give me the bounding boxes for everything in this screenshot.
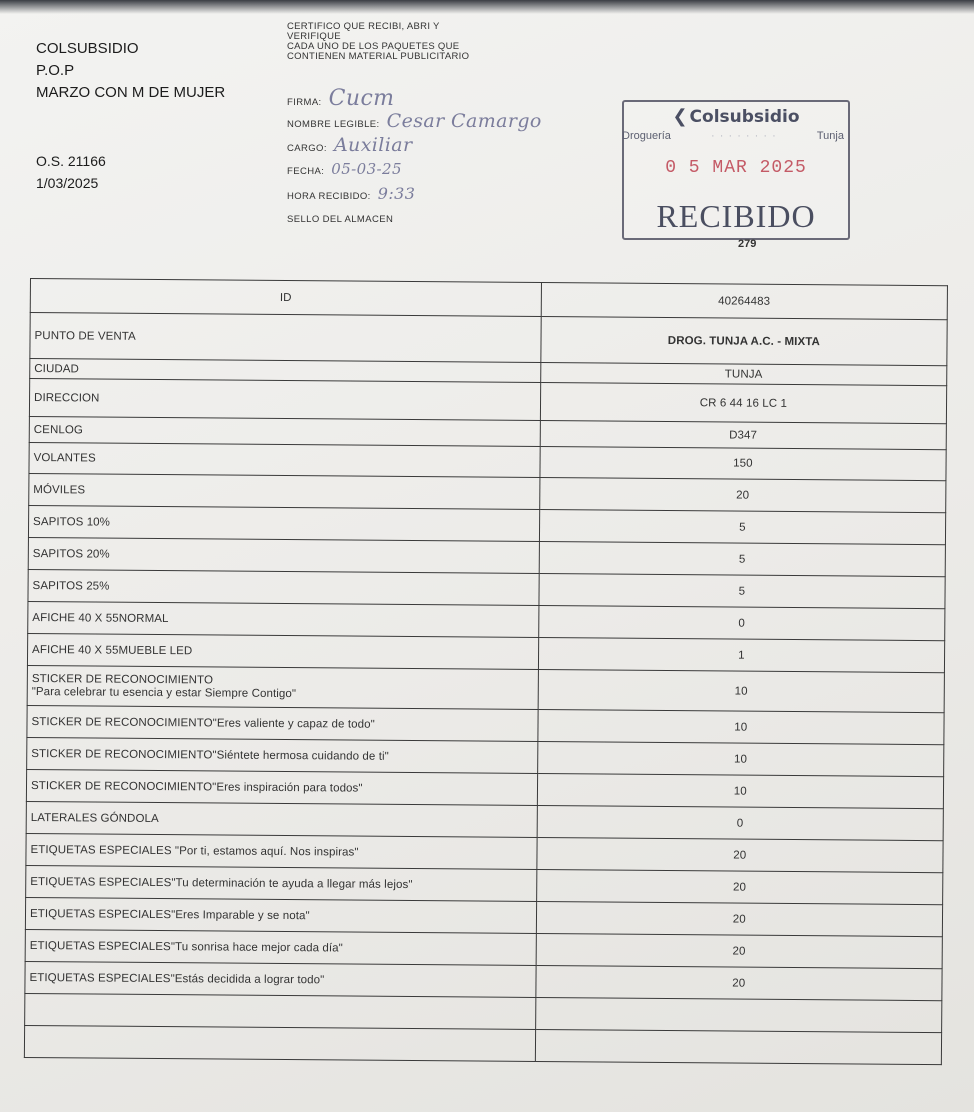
firma-signature: Cucm (328, 86, 395, 111)
cargo-field (287, 134, 412, 156)
row-value: 20 (536, 901, 943, 936)
row-label: ETIQUETAS ESPECIALES"Tu sonrisa hace mejor cada día" (25, 929, 536, 965)
hora-value: 9:33 (377, 184, 416, 203)
id-value: 40264483 (541, 283, 948, 320)
row-label (25, 993, 536, 1029)
row-label: SAPITOS 25% (28, 569, 539, 605)
row-value: TUNJA (540, 363, 946, 386)
row-label: PUNTO DE VENTA (30, 313, 541, 363)
row-label: CIUDAD (30, 359, 541, 383)
row-label: AFICHE 40 X 55NORMAL (28, 601, 539, 637)
row-label: SAPITOS 10% (28, 505, 539, 541)
row-label: AFICHE 40 X 55MUEBLE LED (27, 633, 538, 669)
stamp-subtitle-right: Tunja (816, 130, 844, 142)
row-value: 0 (537, 805, 944, 840)
row-label (24, 1025, 535, 1061)
row-label: LATERALES GÓNDOLA (26, 801, 537, 837)
row-label: ETIQUETAS ESPECIALES "Por ti, estamos aquí. Nos inspiras" (26, 833, 537, 869)
nombre-field (287, 110, 542, 132)
colsubsidio-logo-icon: ❮ (672, 106, 688, 127)
stamp-subtitle (622, 130, 844, 142)
row-label: ETIQUETAS ESPECIALES"Tu determinación te ayuda a llegar más lejos" (26, 865, 537, 901)
received-stamp (622, 100, 850, 240)
stamp-subtitle-faded: · · · · · · · · (711, 130, 777, 142)
material-type: P.O.P (36, 62, 75, 79)
cargo-value: Auxiliar (333, 134, 413, 156)
photo-edge-shadow (0, 0, 974, 14)
fecha-label: FECHA: (287, 166, 325, 177)
fecha-field (287, 160, 402, 178)
row-label: STICKER DE RECONOCIMIENTO"Eres inspiración para todos" (26, 769, 537, 805)
row-label (27, 665, 538, 709)
row-value: 0 (538, 606, 945, 641)
row-value: 150 (540, 447, 947, 481)
order-date: 1/03/2025 (36, 175, 99, 191)
hora-label: HORA RECIBIDO: (287, 191, 371, 202)
nombre-value: Cesar Camargo (386, 110, 542, 132)
row-value: DROG. TUNJA A.C. - MIXTA (541, 317, 948, 366)
row-value: D347 (540, 421, 946, 450)
row-value: 10 (538, 670, 945, 713)
row-value: CR 6 44 16 LC 1 (540, 383, 947, 424)
row-label: ETIQUETAS ESPECIALES"Estás decidida a lograr todo" (25, 961, 536, 997)
row-value: 20 (536, 933, 943, 968)
row-value: 20 (536, 965, 943, 1000)
hora-field (287, 184, 415, 203)
row-value: 1 (538, 638, 945, 673)
row-value: 10 (537, 773, 944, 808)
row-label: CENLOG (29, 416, 540, 446)
firma-label: FIRMA: (287, 97, 322, 108)
order-info (36, 150, 106, 194)
row-value: 20 (539, 478, 946, 513)
table-row (30, 313, 947, 366)
row-label: MÓVILES (29, 473, 540, 509)
row-label: DIRECCION (29, 379, 540, 421)
stamp-brand-text: Colsubsidio (689, 107, 800, 127)
row-value: 10 (538, 710, 945, 745)
material-table (24, 278, 948, 1065)
row-value (535, 1029, 942, 1064)
row-value: 5 (539, 574, 946, 609)
order-number: O.S. 21166 (36, 153, 106, 169)
id-label: ID (30, 279, 541, 317)
row-value: 5 (539, 542, 946, 577)
row-value (535, 997, 942, 1032)
row-label: VOLANTES (29, 442, 540, 477)
stamp-status: RECIBIDO (656, 198, 816, 234)
certification-text (287, 22, 469, 62)
sello-label: SELLO DEL ALMACEN (287, 214, 394, 225)
table-row (24, 1025, 941, 1064)
cert-line: VERIFIQUE (287, 31, 341, 42)
cert-line: CONTIENEN MATERIAL PUBLICITARIO (287, 51, 470, 62)
row-value: 20 (536, 869, 943, 904)
row-value: 5 (539, 510, 946, 545)
row-label-line1: STICKER DE RECONOCIMIENTO (31, 673, 214, 687)
row-label: SAPITOS 20% (28, 537, 539, 573)
stamp-number: 279 (738, 238, 757, 250)
nombre-label: NOMBRE LEGIBLE: (287, 119, 380, 130)
company-name: COLSUBSIDIO (36, 40, 139, 57)
cert-line: CERTIFICO QUE RECIBI, ABRI Y (287, 21, 440, 32)
stamp-brand (624, 106, 848, 127)
row-label-line2: "Para celebrar tu esencia y estar Siempre Contigo" (31, 686, 297, 701)
stamp-date: 0 5 MAR 2025 (665, 158, 807, 178)
row-label: STICKER DE RECONOCIMIENTO"Siéntete hermosa cuidando de ti" (27, 737, 538, 773)
cert-line: CADA UNO DE LOS PAQUETES QUE (287, 41, 460, 52)
row-value: 20 (537, 837, 944, 872)
campaign-name: MARZO CON M DE MUJER (36, 84, 226, 101)
sello-field (287, 214, 393, 225)
firma-field (287, 86, 394, 111)
fecha-value: 05-03-25 (331, 160, 402, 178)
cargo-label: CARGO: (287, 143, 327, 154)
document-header (36, 38, 225, 104)
row-value: 10 (537, 742, 944, 777)
row-label: ETIQUETAS ESPECIALES"Eres Imparable y se nota" (25, 897, 536, 933)
row-label: STICKER DE RECONOCIMIENTO"Eres valiente y capaz de todo" (27, 705, 538, 741)
stamp-subtitle-left: Droguería (622, 130, 671, 142)
